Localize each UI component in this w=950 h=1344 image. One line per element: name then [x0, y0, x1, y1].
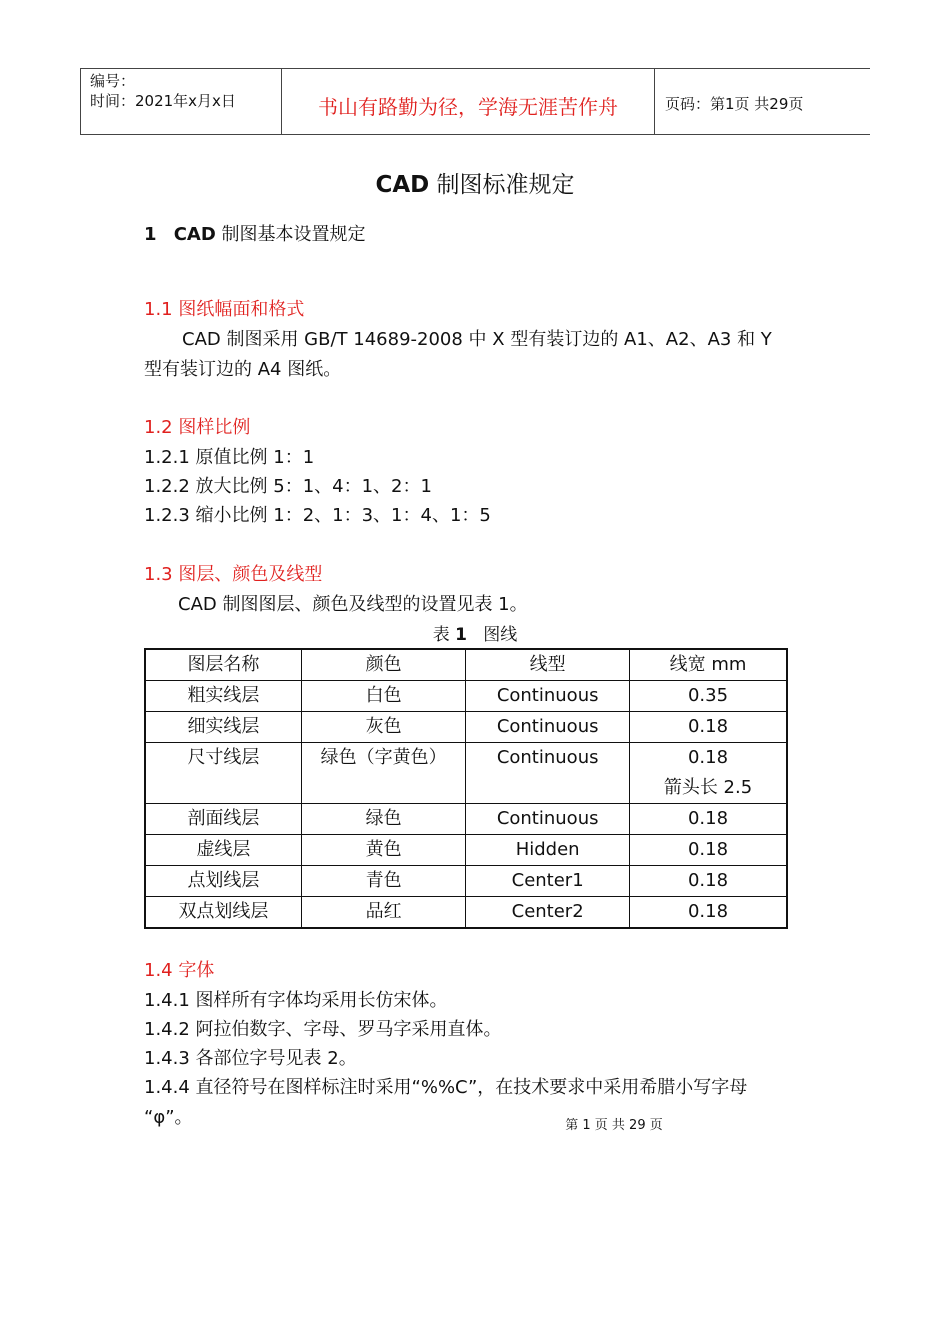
caption-prefix: 表	[432, 625, 450, 645]
section-number: 1	[144, 224, 157, 245]
table-header-row	[145, 649, 787, 681]
table-cell: 0.18	[630, 897, 787, 929]
caption-title: 图线	[483, 625, 518, 645]
subsection-heading-1-4: 1.4 字体	[144, 960, 215, 981]
column-header: 线型	[466, 649, 630, 681]
table-cell: 双点划线层	[145, 897, 301, 929]
section-heading	[144, 220, 366, 246]
table-cell: 尺寸线层	[145, 743, 301, 804]
title-bold: CAD	[375, 172, 430, 198]
section-rest: 制图基本设置规定	[221, 224, 366, 245]
table-cell: Hidden	[466, 835, 630, 866]
paragraph-line: CAD 制图采用 GB/T 14689-2008 中 X 型有装订边的 A1、A2、A3 和 Y	[182, 329, 772, 350]
table-row	[145, 804, 787, 835]
document-header	[80, 68, 870, 135]
table-caption	[0, 620, 950, 645]
page-footer: 第 1 页 共 29 页	[565, 1118, 663, 1133]
table-cell: 0.18	[630, 835, 787, 866]
table-cell: 青色	[301, 866, 465, 897]
table-cell: 0.35	[630, 681, 787, 712]
table-cell: 虚线层	[145, 835, 301, 866]
paragraph-line: CAD 制图图层、颜色及线型的设置见表 1。	[178, 594, 528, 615]
header-meta-cell	[81, 69, 282, 134]
table-cell: 粗实线层	[145, 681, 301, 712]
table-row	[145, 866, 787, 897]
page-info: 页码：第1页 共29页	[665, 95, 804, 113]
header-page-cell	[655, 69, 871, 134]
table-cell: 0.18	[630, 804, 787, 835]
table-cell: Continuous	[466, 804, 630, 835]
list-item: 1.4.3 各部位字号见表 2。	[144, 1048, 357, 1069]
title-rest: 制图标准规定	[436, 172, 575, 198]
table-cell: 0.18	[630, 866, 787, 897]
table-cell: Center2	[466, 897, 630, 929]
table-cell: 细实线层	[145, 712, 301, 743]
table-row	[145, 897, 787, 929]
table-cell: 品红	[301, 897, 465, 929]
list-item: 1.2.1 原值比例 1：1	[144, 447, 315, 468]
table-cell: 绿色（字黄色）	[301, 743, 465, 804]
caption-number: 1	[455, 625, 468, 645]
table-cell	[630, 743, 787, 804]
table-row	[145, 835, 787, 866]
table-cell: Center1	[466, 866, 630, 897]
list-item: 1.4.2 阿拉伯数字、字母、罗马字采用直体。	[144, 1019, 502, 1040]
list-item: 1.4.4 直径符号在图样标注时采用“%%C”，在技术要求中采用希腊小写字母	[144, 1077, 748, 1098]
code-label: 编号：	[90, 72, 136, 90]
table-cell: 灰色	[301, 712, 465, 743]
table-cell: 点划线层	[145, 866, 301, 897]
list-item: 1.2.3 缩小比例 1：2、1：3、1：4、1：5	[144, 505, 491, 526]
section-bold: CAD	[173, 224, 216, 245]
table-row	[145, 712, 787, 743]
table-cell: Continuous	[466, 743, 630, 804]
table-cell-value: 0.18	[687, 747, 729, 768]
table-cell: 黄色	[301, 835, 465, 866]
list-item: 1.4.1 图样所有字体均采用长仿宋体。	[144, 990, 448, 1011]
table-cell: 0.18	[630, 712, 787, 743]
table-cell: 绿色	[301, 804, 465, 835]
subsection-heading-1-1: 1.1 图纸幅面和格式	[144, 299, 305, 320]
table-row	[145, 743, 787, 804]
subsection-heading-1-3: 1.3 图层、颜色及线型	[144, 564, 323, 585]
table-cell: Continuous	[466, 712, 630, 743]
arrow-length-note: 箭头长 2.5	[663, 777, 753, 798]
motto: 书山有路勤为径，学海无涯苦作舟	[318, 95, 618, 119]
layer-table	[144, 648, 788, 929]
column-header: 线宽 mm	[630, 649, 787, 681]
table-cell: 剖面线层	[145, 804, 301, 835]
table-cell: 白色	[301, 681, 465, 712]
list-item-continuation: “φ”。	[144, 1107, 193, 1128]
document-title	[0, 166, 950, 199]
list-item: 1.2.2 放大比例 5：1、4：1、2：1	[144, 476, 432, 497]
header-motto-cell	[282, 69, 655, 134]
column-header: 图层名称	[145, 649, 301, 681]
table-row	[145, 681, 787, 712]
paragraph-line: 型有装订边的 A4 图纸。	[144, 359, 342, 380]
date-label: 时间：2021年x月x日	[90, 92, 236, 110]
table-cell: Continuous	[466, 681, 630, 712]
column-header: 颜色	[301, 649, 465, 681]
subsection-heading-1-2: 1.2 图样比例	[144, 417, 251, 438]
